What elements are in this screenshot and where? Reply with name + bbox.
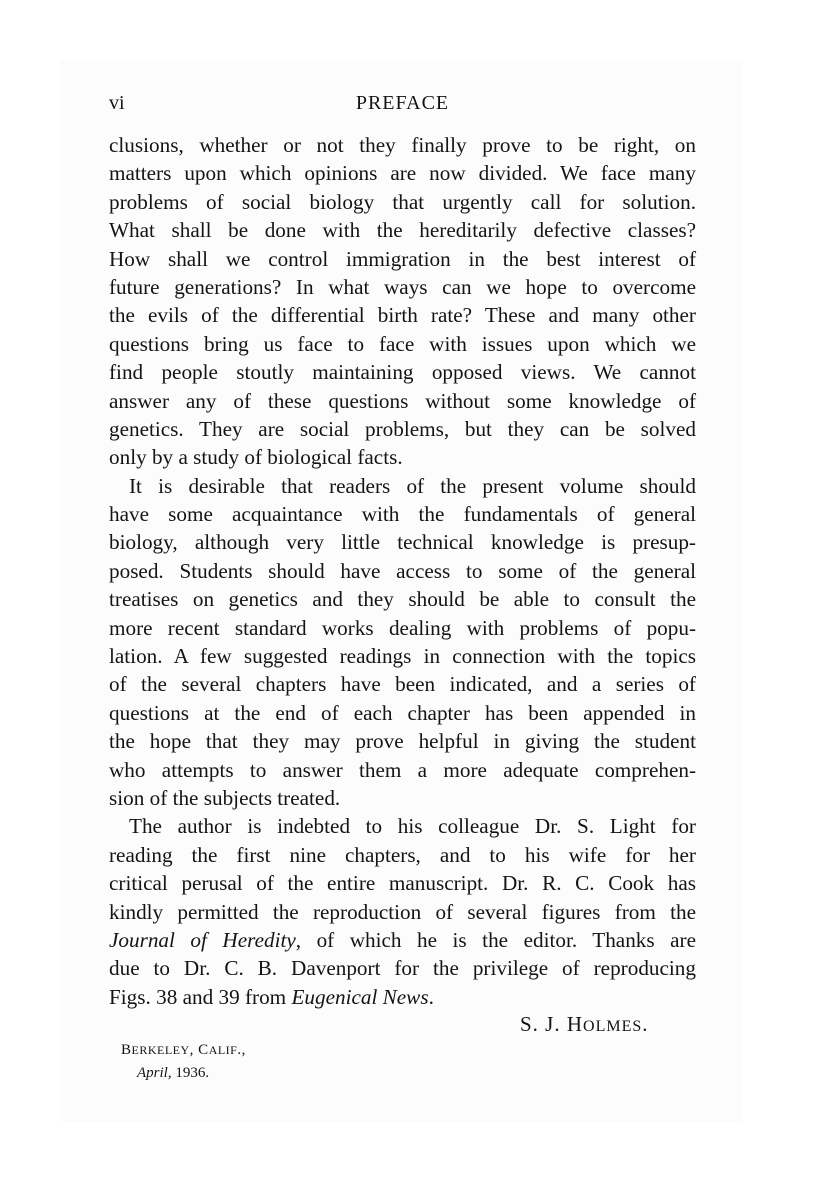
date-line [137,1065,209,1082]
text-line: due to Dr. C. B. Davenport for the privilege of reproducing [109,956,696,981]
text-line: matters upon which opinions are now divided. We face many [109,161,696,186]
text-line: kindly permitted the reproduction of several figures from the [109,899,696,924]
text-line: future generations? In what ways can we hope to overcome [109,274,696,299]
text-line: find people stoutly maintaining opposed views. We cannot [109,360,696,385]
text-line: How shall we control immigration in the best interest of [109,246,696,271]
signature-initials: S. J. H [520,1012,584,1036]
text-line: questions at the end of each chapter has been appended in [109,700,696,725]
signature-period: . [642,1012,649,1036]
text-fragment: , of which he is the editor. Thanks are [295,927,697,952]
state-initial: C [198,1042,209,1058]
text-line: more recent standard works dealing with problems of popu- [109,615,696,640]
text-line: critical perusal of the entire manuscript. Dr. R. C. Cook has [109,871,696,896]
city-rest: ERKELEY [131,1043,190,1057]
text-line: biology, although very little technical knowledge is presup- [109,530,696,555]
text-line: What shall be done with the hereditarily defective classes? [109,218,696,243]
city-initial: B [121,1042,132,1058]
state-rest: ALIF [208,1043,238,1057]
text-line: genetics. They are social problems, but they can be solved [109,416,696,441]
paragraph-start-line: It is desirable that readers of the present volume should [129,473,696,498]
text-line: who attempts to answer them a more adequate comprehen- [109,757,696,782]
text-line: the hope that they may prove helpful in giving the student [109,729,696,754]
text-line: sion of the subjects treated. [109,785,341,810]
text-line: of the several chapters have been indicated, and a series of [109,672,696,697]
text-fragment: Figs. 38 and 39 from [109,984,292,1009]
place-line [121,1042,246,1059]
text-line: reading the first nine chapters, and to his wife for her [109,842,696,867]
text-line: treatises on genetics and they should be able to consult the [109,587,696,612]
journal-title: Journal of Heredity [109,927,296,952]
signature-surname: OLMES [583,1018,643,1035]
text-line-figs [109,983,696,1011]
date-month: April [137,1065,168,1081]
running-head: PREFACE [355,92,450,114]
text-line: have some acquaintance with the fundamentals of general [109,502,696,527]
preface-body [109,131,696,1011]
text-line: clusions, whether or not they finally prove to be right, on [109,133,696,157]
text-line: answer any of these questions without some knowledge of [109,388,696,413]
page-header [109,90,696,120]
separator: , [189,1042,199,1058]
paragraph-start-line: The author is indebted to his colleague Dr. S. Light for [129,814,696,839]
place-end: ., [237,1042,246,1058]
publication-title: Eugenical News [291,984,429,1009]
text-line: the evils of the differential birth rate? These and many other [109,303,696,328]
text-line: questions bring us face to face with issues upon which we [109,331,696,356]
text-line-journal [109,926,696,954]
text-line: problems of social biology that urgently call for solution. [109,189,696,214]
text-fragment: . [428,984,434,1009]
text-line: only by a study of biological facts. [109,445,403,470]
page-number: vi [109,92,125,114]
text-line: lation. A few suggested readings in connection with the topics [109,644,696,669]
text-line: posed. Students should have access to some of the general [109,558,696,583]
date-year: , 1936. [167,1065,210,1081]
author-signature [520,1012,649,1037]
